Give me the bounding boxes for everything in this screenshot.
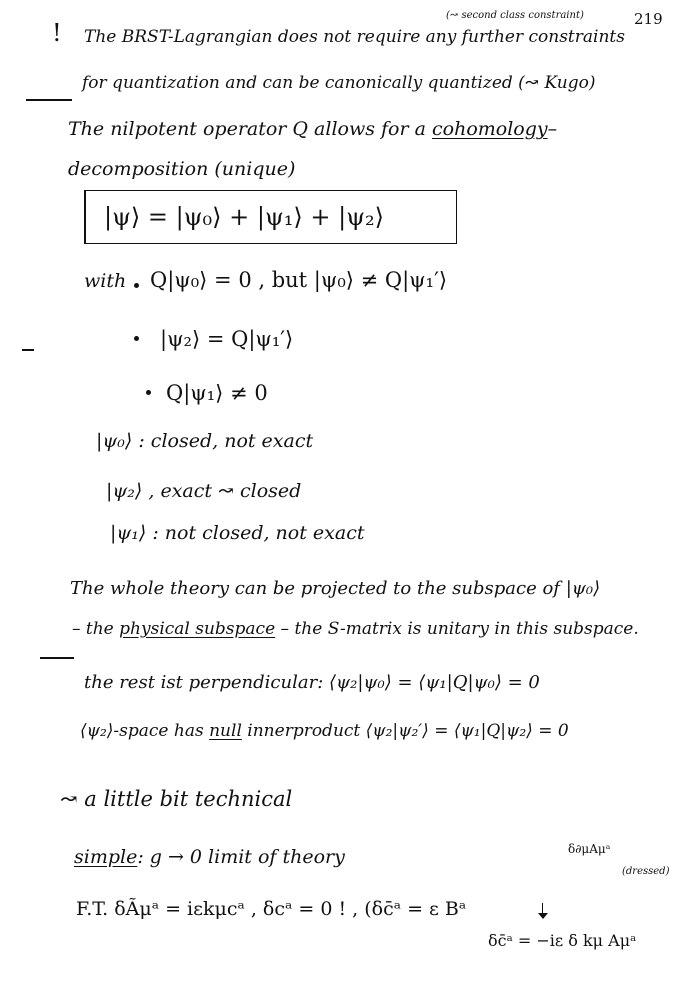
margin-dash-2 — [40, 657, 74, 659]
state-psi0-note: |ψ₀⟩ : closed, not exact — [96, 430, 314, 452]
simple-word: simple — [74, 846, 138, 868]
boxed-equation: |ψ⟩ = |ψ₀⟩ + |ψ₁⟩ + |ψ₂⟩ — [104, 203, 385, 231]
bullet-1 — [134, 283, 139, 288]
annotation-side: (dressed) — [622, 866, 670, 877]
exclamation-mark: ! — [52, 19, 62, 47]
bullet-condition-1: Q|ψ₀⟩ = 0 , but |ψ₀⟩ ≠ Q|ψ₁′⟩ — [150, 268, 448, 292]
annotation-top: δ∂μAμᵃ — [568, 842, 611, 856]
line-antighost-variation: δc̄ᵃ = −iε δ kμ Aμᵃ — [488, 931, 637, 950]
line-perpendicular: the rest ist perpendicular: ⟨ψ₂|ψ₀⟩ = ⟨ψ₁|Q|ψ₀⟩ = 0 — [84, 672, 540, 693]
line-field-transform: F.T. δÃμᵃ = iεkμcᵃ , δcᵃ = 0 ! , (δc̄ᵃ = ε Bᵃ — [76, 898, 467, 920]
state-psi1-note: |ψ₁⟩ : not closed, not exact — [110, 522, 365, 544]
line-projection: The whole theory can be projected to the subspace of |ψ₀⟩ — [70, 578, 601, 599]
line-quantization: for quantization and can be canonically quantized (↝ Kugo) — [82, 73, 596, 93]
bullet-condition-3: Q|ψ₁⟩ ≠ 0 — [166, 381, 268, 405]
margin-dash — [26, 99, 72, 101]
line-simple: simple: g → 0 limit of theory — [74, 846, 345, 868]
corner-note: (↝ second class constraint) — [446, 10, 584, 21]
line-technical: ↝ a little bit technical — [60, 787, 293, 811]
bullet-3 — [146, 390, 151, 395]
line-brst-lagrangian: The BRST-Lagrangian does not require any further constraints — [84, 27, 625, 47]
physical-subspace-word: physical subspace — [119, 619, 276, 639]
line-decomposition: decomposition (unique) — [68, 158, 296, 180]
null-word: null — [209, 721, 242, 741]
with-label: with — [84, 270, 127, 292]
cohomology-word: cohomology — [432, 118, 548, 140]
state-psi2-note: |ψ₂⟩ , exact ↝ closed — [106, 480, 302, 502]
arrow-down-icon — [542, 903, 543, 917]
bullet-condition-2: |ψ₂⟩ = Q|ψ₁′⟩ — [160, 327, 294, 351]
bullet-2 — [134, 336, 139, 341]
margin-mark — [22, 349, 34, 351]
line-nilpotent: The nilpotent operator Q allows for a cohomology– — [68, 118, 558, 140]
line-physical-subspace: – the physical subspace – the S-matrix is unitary in this subspace. — [72, 619, 639, 639]
page-number: 219 — [634, 10, 663, 28]
line-null-innerproduct: ⟨ψ₂⟩-space has null innerproduct ⟨ψ₂|ψ₂′⟩ = ⟨ψ₁|Q|ψ₂⟩ = 0 — [80, 721, 569, 741]
